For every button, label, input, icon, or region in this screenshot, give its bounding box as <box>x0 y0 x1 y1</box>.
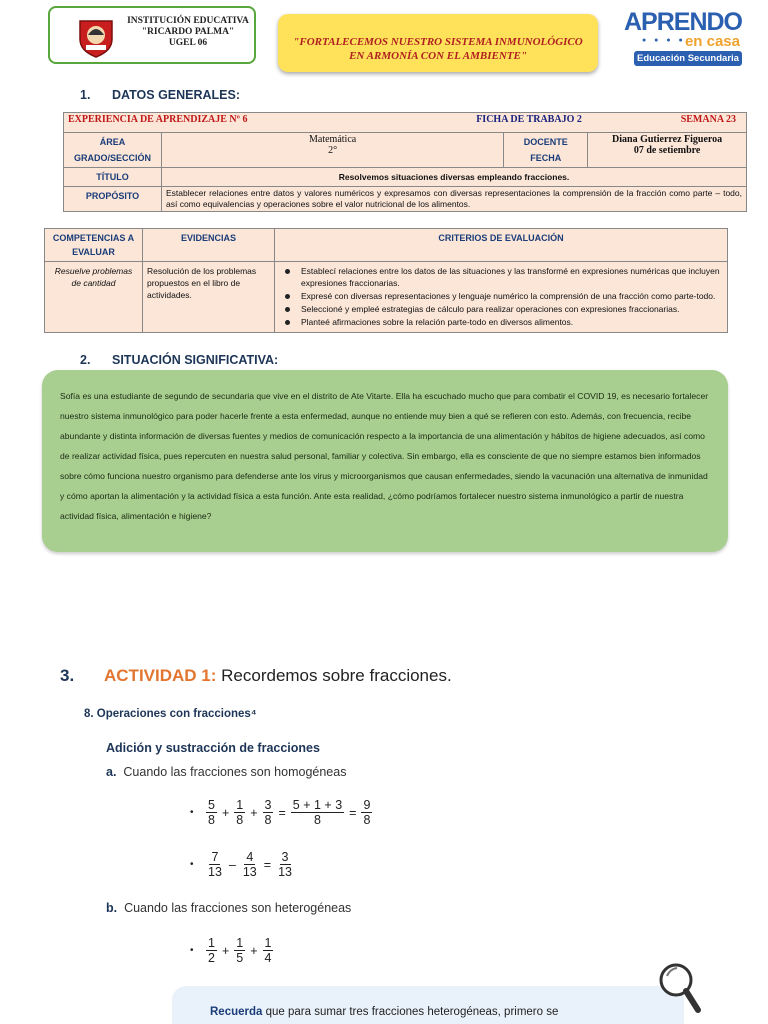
ficha-cell <box>470 113 587 133</box>
school-crest-icon <box>74 15 118 59</box>
motto-text: "FORTALECEMOS NUESTRO SISTEMA INMUNOLÓGICO EN ARMONÍA CON EL AMBIENTE" <box>293 36 583 62</box>
fraction <box>206 798 217 827</box>
ugel-label: UGEL 06 <box>168 38 208 48</box>
fraction <box>263 798 274 827</box>
competencia-cell: Resuelve problemas de cantidad <box>45 262 143 333</box>
equation-2 <box>190 850 296 879</box>
fraction <box>234 936 245 965</box>
grado-value: 2° <box>328 145 338 156</box>
denominator: 13 <box>242 865 257 879</box>
bullet-icon: • <box>190 807 194 818</box>
numerator: 5 <box>208 798 215 812</box>
docente-label: DOCENTE <box>523 137 568 147</box>
operator: + <box>221 943 230 958</box>
equation-1 <box>190 798 374 827</box>
section-1-heading <box>80 88 240 102</box>
experiencia-label: EXPERIENCIA DE APRENDIZAJE Nº 6 <box>68 114 248 125</box>
table-row <box>64 187 747 212</box>
docente-value-cell <box>588 133 747 168</box>
section-1-title: DATOS GENERALES: <box>112 88 241 102</box>
evidencia-cell: Resolución de los problemas propuestos en el libro de actividades. <box>143 262 275 333</box>
numerator: 1 <box>208 936 215 950</box>
fraction <box>234 798 245 827</box>
list-item: Expresé con diversas representaciones y lenguaje numérico la comprensión de una fracción como parte-todo. <box>279 290 723 302</box>
denominator: 13 <box>208 865 222 879</box>
titulo-label: TÍTULO <box>96 172 129 182</box>
section-2-heading <box>80 353 278 367</box>
denominator: 5 <box>236 951 244 965</box>
area-label: ÁREA <box>99 137 126 147</box>
brand-en-casa: en casa <box>684 33 740 50</box>
table-row <box>64 113 747 133</box>
fraction <box>291 798 344 827</box>
denominator: 8 <box>264 813 272 827</box>
titulo-label-cell <box>64 168 162 187</box>
recuerda-bold: Recuerda <box>210 1006 263 1018</box>
experiencia-cell <box>64 113 471 133</box>
adicion-heading: Adición y sustracción de fracciones <box>106 741 320 755</box>
proposito-label: PROPÓSITO <box>85 191 140 201</box>
recuerda-note <box>172 986 684 1024</box>
datos-generales-table <box>63 112 747 212</box>
grado-label: GRADO/SECCIÓN <box>73 153 151 163</box>
section-2-number: 2. <box>80 353 91 367</box>
semana-label: SEMANA 23 <box>680 114 736 125</box>
section-2-title: SITUACIÓN SIGNIFICATIVA: <box>112 353 279 367</box>
operator: + <box>221 805 230 820</box>
fraction <box>206 850 224 879</box>
denominator: 2 <box>208 951 215 965</box>
criterios-cell <box>275 262 728 333</box>
table-row <box>64 133 747 168</box>
fraction <box>276 850 294 879</box>
institution-box <box>48 6 256 64</box>
numerator: 3 <box>281 850 289 864</box>
numerator: 3 <box>264 798 272 812</box>
fecha-value: 07 de setiembre <box>633 145 701 156</box>
list-item: Planteé afirmaciones sobre la relación parte-todo en diversos alimentos. <box>279 316 723 328</box>
denominator: 4 <box>264 951 272 965</box>
denominator: 8 <box>208 813 215 827</box>
numerator: 1 <box>264 936 272 950</box>
area-label-cell <box>64 133 162 168</box>
bullet-icon: • <box>190 859 194 870</box>
school-name: "RICARDO PALMA" <box>141 27 235 37</box>
header-competencias: COMPETENCIAS A EVALUAR <box>45 229 143 262</box>
competencias-table <box>44 228 728 333</box>
operator: – <box>228 857 236 872</box>
list-item: Seleccioné y empleé estrategias de cálculo para realizar operaciones con expresiones fraccionarias. <box>279 303 723 315</box>
numerator: 4 <box>246 850 254 864</box>
case-a-letter: a. <box>106 765 117 779</box>
magnifying-glass-icon <box>656 960 702 1020</box>
case-a-text: Cuando las fracciones son homogéneas <box>123 765 347 779</box>
header-criterios: CRITERIOS DE EVALUACIÓN <box>275 229 728 262</box>
situacion-text: Sofía es una estudiante de segundo de secundaria que vive en el distrito de Ate Vitarte. Ella ha escuchado mucho que para combatir el COVID 19, es necesario fortalecer nuestro sistema inmunológico para poder hacerle frente a esta enfermedad, aunque no entiende muy bien a qué se refieren con esto. Además, con frecuencia, recibe abundante y distinta información de diversas fuentes y medios de comunicación respecto a la importancia de una alimentación y hábitos de higiene adecuados, así como de realizar actividad física, pues repercuten en nuestra salud personal, familiar y colectiva. Sin embargo, ella es consciente de que no siempre estamos bien informados sobre cómo funciona nuestro organismo para defenderse ante los virus y microorganismos que causan enfermedades, siendo la vacunación una alternativa de inmunidad y cómo aportan la alimentación y la actividad física a esta función. Ante esta realidad, ¿cómo podríamos fortalecer nuestro sistema inmunológico a partir de nuestra actividad física, alimentación e higiene? <box>60 391 709 521</box>
situacion-box <box>42 370 728 552</box>
motto-banner <box>278 14 598 72</box>
proposito-label-cell <box>64 187 162 212</box>
activity-label: ACTIVIDAD 1: <box>104 666 217 685</box>
table-row <box>45 229 728 262</box>
header-evidencias: EVIDENCIAS <box>143 229 275 262</box>
ficha-label: FICHA DE TRABAJO 2 <box>476 114 582 125</box>
list-item: Establecí relaciones entre los datos de las situaciones y las transformé en expresiones numéricas que incluyen expresiones fraccionarias. <box>279 265 723 289</box>
section-1-number: 1. <box>80 88 91 102</box>
fraction <box>241 850 259 879</box>
brand-secundaria: Educación Secundaria <box>634 51 742 66</box>
numerator: 1 <box>236 798 244 812</box>
case-a <box>106 765 346 779</box>
table-row <box>64 168 747 187</box>
case-b <box>106 901 351 915</box>
case-b-text: Cuando las fracciones son heterogéneas <box>124 901 352 915</box>
operator: = <box>278 805 286 820</box>
section-3-number: 3. <box>60 666 75 685</box>
operator: + <box>250 805 258 820</box>
fraction <box>263 936 274 965</box>
fraction <box>206 936 217 965</box>
table-row <box>45 262 728 333</box>
fraction <box>361 798 372 827</box>
numerator: 1 <box>236 936 244 950</box>
aprendo-en-casa-logo <box>623 6 750 66</box>
denominator: 8 <box>314 813 321 827</box>
denominator: 8 <box>236 813 244 827</box>
proposito-value: Establecer relaciones entre datos y valores numéricos y expresamos con diversas representaciones la comprensión de la fracción como parte – todo, así como equivalencias y operaciones sobre el valor nutricional de los alimentos. <box>162 187 747 212</box>
case-b-letter: b. <box>106 901 118 915</box>
operator: = <box>263 857 272 872</box>
activity-title: Recordemos sobre fracciones. <box>221 666 452 685</box>
area-value-cell <box>162 133 504 168</box>
numerator: 7 <box>211 850 219 864</box>
denominator: 13 <box>278 865 292 879</box>
operator: = <box>349 805 357 820</box>
equation-3 <box>190 936 275 965</box>
institution-name: INSTITUCIÓN EDUCATIVA <box>127 16 249 26</box>
semana-cell <box>588 113 747 133</box>
recuerda-body: que para sumar tres fracciones heterogéneas, primero se <box>262 1006 559 1018</box>
numerator: 5 + 1 + 3 <box>292 798 343 812</box>
activity-heading <box>60 666 452 686</box>
brand-aprendo: APRENDO <box>623 8 742 36</box>
recuerda-text <box>210 1006 558 1018</box>
docente-label-cell <box>504 133 588 168</box>
operaciones-heading: 8. Operaciones con fracciones⁴ <box>84 708 257 720</box>
fecha-label: FECHA <box>530 153 562 163</box>
denominator: 8 <box>363 813 371 827</box>
bullet-icon: • <box>190 945 194 956</box>
operator: + <box>250 943 258 958</box>
criterios-list <box>279 265 723 328</box>
titulo-value: Resolvemos situaciones diversas empleando fracciones. <box>162 168 747 187</box>
docente-value: Diana Gutierrez Figueroa <box>612 134 723 145</box>
numerator: 9 <box>363 798 371 812</box>
brand-dots-icon: ● ● ● ● <box>642 37 686 44</box>
area-value: Matemática <box>309 134 357 145</box>
